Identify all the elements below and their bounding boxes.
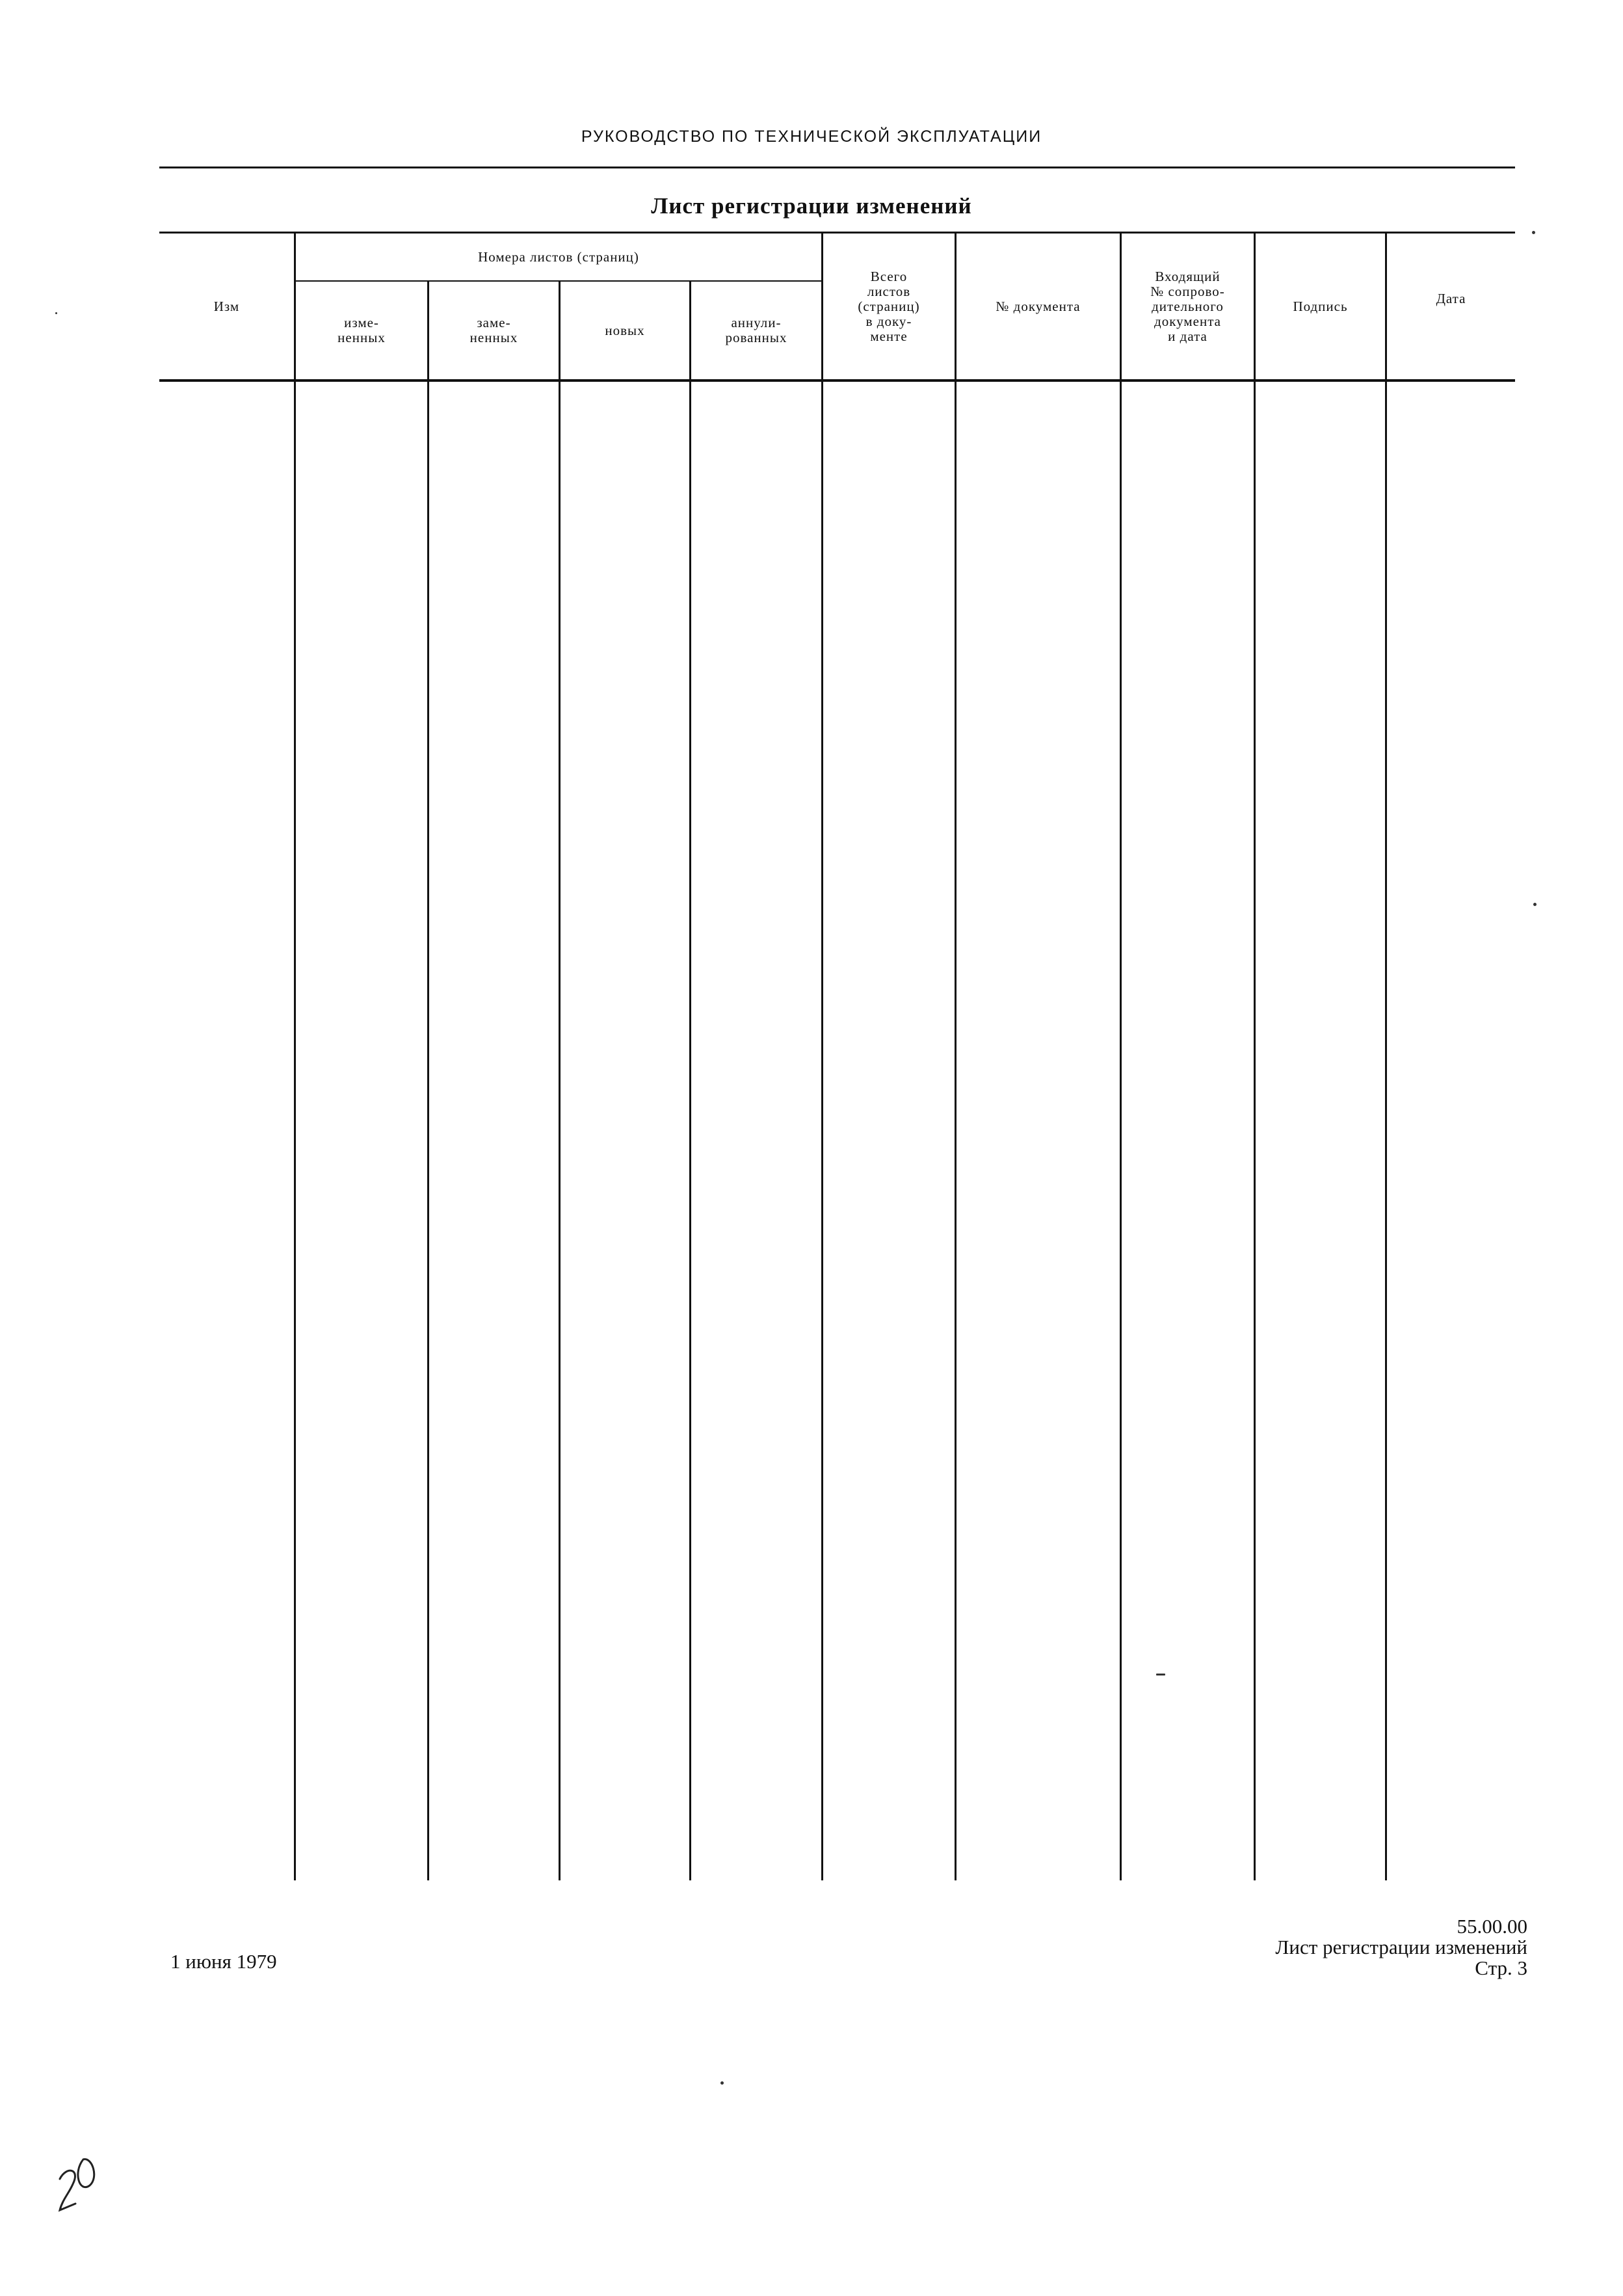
- header-date-label: Дата: [1436, 290, 1466, 306]
- header-incoming-line: № сопрово-: [1150, 283, 1225, 299]
- scan-speck: [1533, 903, 1537, 906]
- footer-page-number: Стр. 3: [1475, 1956, 1527, 1979]
- header-signature: [1256, 234, 1385, 379]
- column-divider: [1254, 232, 1256, 1880]
- header-changed-line: изме-: [344, 315, 379, 330]
- header-doc-number-label: № документа: [996, 298, 1081, 314]
- column-divider: [821, 232, 823, 1880]
- header-incoming-line: документа: [1154, 313, 1221, 329]
- header-changed: [296, 282, 427, 379]
- header-sheet-numbers: [296, 234, 821, 280]
- column-divider: [689, 280, 691, 1880]
- column-divider: [559, 280, 561, 1880]
- header-signature-label: Подпись: [1293, 298, 1348, 314]
- header-izm-label: Изм: [213, 298, 240, 314]
- scan-speck: [1156, 1674, 1165, 1675]
- handwritten-page-mark: [53, 2146, 105, 2218]
- header-replaced-line: заме-: [477, 315, 511, 330]
- header-total-line: (страниц): [858, 298, 920, 314]
- scan-speck: [720, 2081, 724, 2085]
- header-total-line: Всего: [870, 268, 908, 284]
- header-total-line: листов: [867, 283, 911, 299]
- header-doc-number: [957, 234, 1120, 379]
- column-divider: [427, 280, 429, 1880]
- header-changed-line: ненных: [337, 330, 386, 345]
- header-annulled: [691, 282, 821, 379]
- header-incoming: [1122, 234, 1254, 379]
- header-new: [561, 282, 689, 379]
- column-divider: [1120, 232, 1122, 1880]
- header-total-line: менте: [870, 328, 908, 344]
- footer-doc-code: 55.00.00: [1457, 1915, 1527, 1938]
- header-incoming-line: Входящий: [1155, 268, 1221, 284]
- column-divider: [1385, 232, 1387, 1880]
- scan-speck: [1532, 231, 1535, 234]
- column-divider: [294, 232, 296, 1880]
- page-title: Лист регистрации изменений: [651, 193, 972, 219]
- scan-speck: [55, 312, 57, 314]
- running-header: РУКОВОДСТВО ПО ТЕХНИЧЕСКОЙ ЭКСПЛУАТАЦИИ: [581, 127, 1042, 146]
- column-divider: [955, 232, 957, 1880]
- header-replaced: [429, 282, 559, 379]
- table-header-bottom-rule: [159, 379, 1515, 382]
- header-incoming-line: дительного: [1152, 298, 1224, 314]
- header-sheet-numbers-label: Номера листов (страниц): [478, 248, 639, 265]
- header-new-label: новых: [605, 322, 645, 338]
- header-date: [1387, 234, 1515, 364]
- header-incoming-line: и дата: [1168, 328, 1207, 344]
- header-annulled-line: аннули-: [731, 315, 782, 330]
- header-izm: [159, 234, 294, 379]
- header-replaced-line: ненных: [469, 330, 518, 345]
- header-annulled-line: рованных: [725, 330, 787, 345]
- footer-date: 1 июня 1979: [170, 1950, 277, 1973]
- header-total-line: в доку-: [865, 313, 912, 329]
- header-total-sheets: [823, 234, 955, 379]
- footer-doc-title: Лист регистрации изменений: [1275, 1936, 1527, 1958]
- header-rule: [159, 167, 1515, 168]
